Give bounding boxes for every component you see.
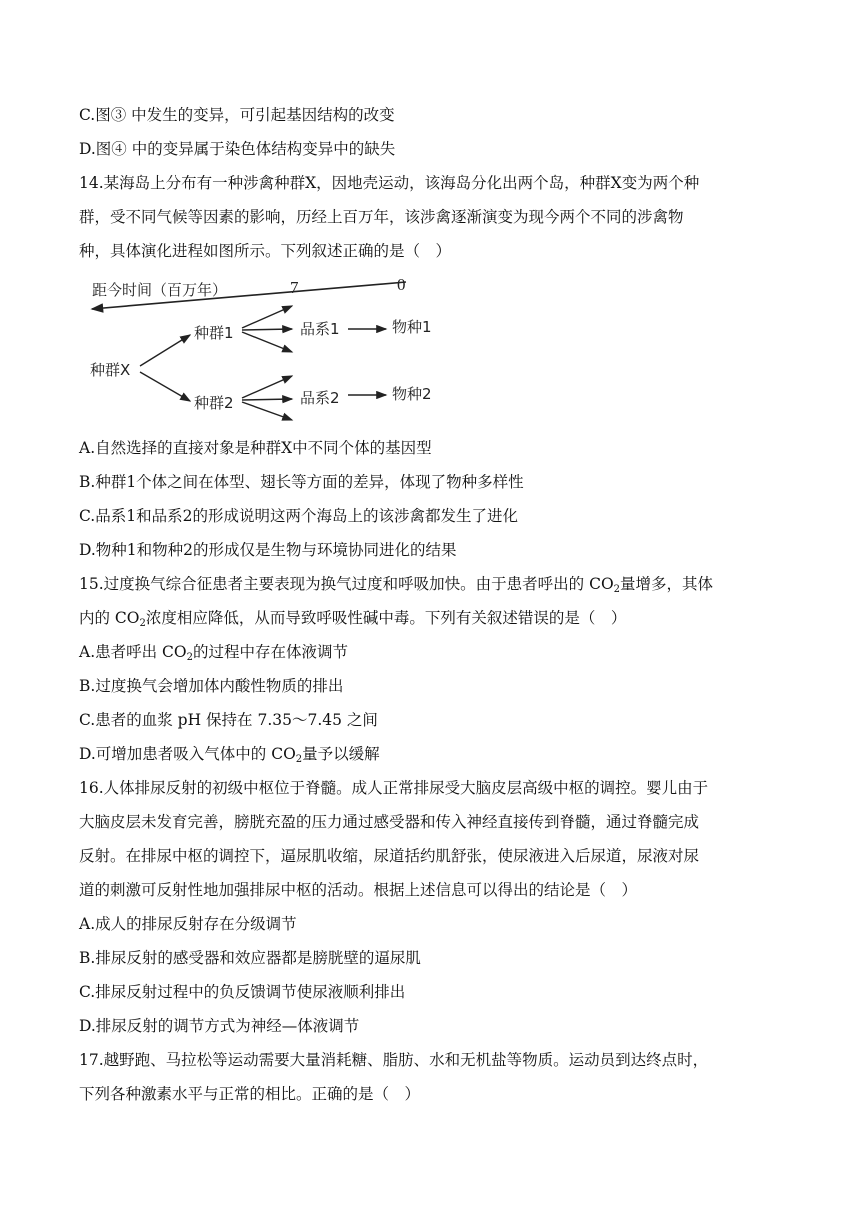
time-axis-label: 距今时间（百万年）	[92, 281, 228, 299]
q16-stem-line1: 16.人体排尿反射的初级中枢位于脊髓。成人正常排尿受大脑皮层高级中枢的调控。婴儿由于	[79, 779, 709, 797]
q13-option-c: C.图③ 中发生的变异，可引起基因结构的改变	[79, 106, 395, 124]
q14-stem-line1: 14.某海岛上分布有一种涉禽种群X，因地壳运动，该海岛分化出两个岛，种群X变为两个种	[79, 174, 700, 192]
q16-stem-line2: 大脑皮层未发育完善，膀胱充盈的压力通过感受器和传入神经直接传到脊髓，通过脊髓完成	[79, 813, 700, 831]
diagram-species-2: 物种2	[392, 385, 432, 403]
diagram-population-1: 种群1	[194, 324, 234, 342]
q16-option-a: A.成人的排尿反射存在分级调节	[79, 915, 297, 933]
arrow-root-to-pop1	[140, 335, 190, 366]
q15-option-a: A.患者呼出 $CO_2$的过程中存在体液调节	[79, 643, 349, 663]
q14-stem-line3: 种，具体演化进程如图所示。下列叙述正确的是（ ）	[79, 242, 452, 260]
arrow-pop1-mid	[242, 329, 292, 330]
diagram-root-population: 种群X	[90, 361, 131, 379]
diagram-species-1: 物种1	[392, 318, 432, 336]
q15-stem-line2: 内的 $CO_2$浓度相应降低，从而导致呼吸性碱中毒。下列有关叙述错误的是（ ）	[79, 609, 627, 629]
time-axis-end: 0	[397, 275, 406, 294]
arrow-pop1-up	[242, 306, 292, 328]
time-axis-start: 7	[290, 278, 299, 297]
arrow-pop2-mid	[242, 399, 292, 400]
q17-stem-line1: 17.越野跑、马拉松等运动需要大量消耗糖、脂肪、水和无机盐等物质。运动员到达终点时，	[79, 1051, 709, 1069]
arrow-pop2-down	[242, 402, 292, 420]
q14-stem-line2: 群，受不同气候等因素的影响，历经上百万年，该涉禽逐渐演变为现今两个不同的涉禽物	[79, 208, 684, 226]
q17-stem-line2: 下列各种激素水平与正常的相比。正确的是（ ）	[79, 1085, 421, 1103]
diagram-strain-2: 品系2	[300, 389, 340, 407]
q15-option-b: B.过度换气会增加体内酸性物质的排出	[79, 677, 344, 695]
q16-stem-line3: 反射。在排尿中枢的调控下，逼尿肌收缩，尿道括约肌舒张，使尿液进入后尿道，尿液对尿	[79, 847, 700, 865]
q16-stem-line4: 道的刺激可反射性地加强排尿中枢的活动。根据上述信息可以得出的结论是（ ）	[79, 881, 638, 899]
q16-option-d: D.排尿反射的调节方式为神经—体液调节	[79, 1017, 360, 1035]
q15-option-c: C.患者的血浆 pH 保持在 7.35～7.45 之间	[79, 711, 378, 729]
arrow-pop2-up	[242, 376, 292, 398]
diagram-strain-1: 品系1	[300, 320, 340, 338]
q14-option-a: A.自然选择的直接对象是种群X中不同个体的基因型	[79, 439, 432, 457]
evolution-diagram	[86, 268, 456, 428]
q16-option-b: B.排尿反射的感受器和效应器都是膀胱壁的逼尿肌	[79, 949, 421, 967]
diagram-population-2: 种群2	[194, 394, 234, 412]
arrow-pop1-down	[242, 332, 292, 352]
q15-option-d: D.可增加患者吸入气体中的 $CO_2$量予以缓解	[79, 745, 380, 765]
q14-option-d: D.物种1和物种2的形成仅是生物与环境协同进化的结果	[79, 541, 457, 559]
q14-option-b: B.种群1个体之间在体型、翅长等方面的差异，体现了物种多样性	[79, 473, 524, 491]
q16-option-c: C.排尿反射过程中的负反馈调节使尿液顺利排出	[79, 983, 406, 1001]
arrow-root-to-pop2	[140, 372, 190, 401]
q15-stem-line1: 15.过度换气综合征患者主要表现为换气过度和呼吸加快。由于患者呼出的 $CO_2$量增多，其体	[79, 575, 714, 595]
q14-option-c: C.品系1和品系2的形成说明这两个海岛上的该涉禽都发生了进化	[79, 507, 518, 525]
q13-option-d: D.图④ 中的变异属于染色体结构变异中的缺失	[79, 140, 396, 158]
